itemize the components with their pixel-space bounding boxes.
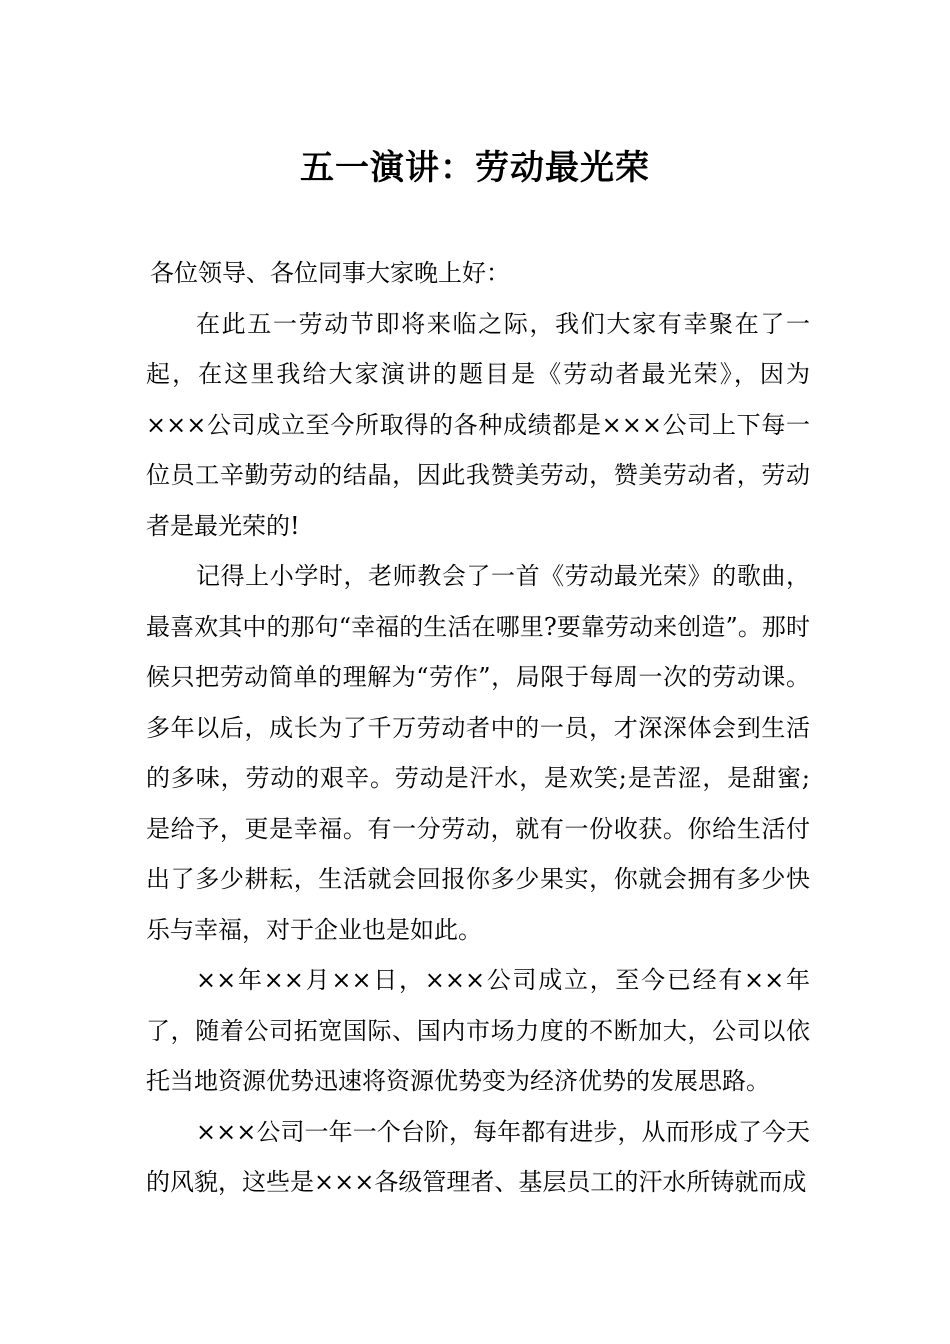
document-title: 五一演讲：劳动最光荣	[300, 148, 650, 188]
greeting-line: 各位领导、各位同事大家晚上好：	[150, 259, 510, 287]
paragraph-2: 记得上小学时，老师教会了一首《劳动最光荣》的歌曲，最喜欢其中的那句“幸福的生活在哪里?要靠劳动来创造”。那时候只把劳动简单的理解为“劳作”，局限于每周一次的劳动课。多年以后，成长为了千万劳动者中的一员，才深深体会到生活的多味，劳动的艰辛。劳动是汗水，是欢笑;是苦涩，是甜蜜;是给予，更是幸福。有一分劳动，就有一份收获。你给生活付出了多少耕耘，生活就会回报你多少果实，你就会拥有多少快乐与幸福，对于企业也是如此。	[146, 562, 810, 944]
paragraph-3: ××年××月××日，×××公司成立，至今已经有××年了，随着公司拓宽国际、国内市场力度的不断加大，公司以依托当地资源优势迅速将资源优势变为经济优势的发展思路。	[146, 966, 810, 1095]
paragraph-1: 在此五一劳动节即将来临之际，我们大家有幸聚在了一起，在这里我给大家演讲的题目是《劳动者最光荣》，因为×××公司成立至今所取得的各种成绩都是×××公司上下每一位员工辛勤劳动的结晶，因此我赞美劳动，赞美劳动者，劳动者是最光荣的!	[146, 309, 810, 540]
document-body	[146, 248, 810, 1208]
paragraph-4: ×××公司一年一个台阶，每年都有进步，从而形成了今天的风貌，这些是×××各级管理者、基层员工的汗水所铸就而成	[146, 1117, 810, 1196]
